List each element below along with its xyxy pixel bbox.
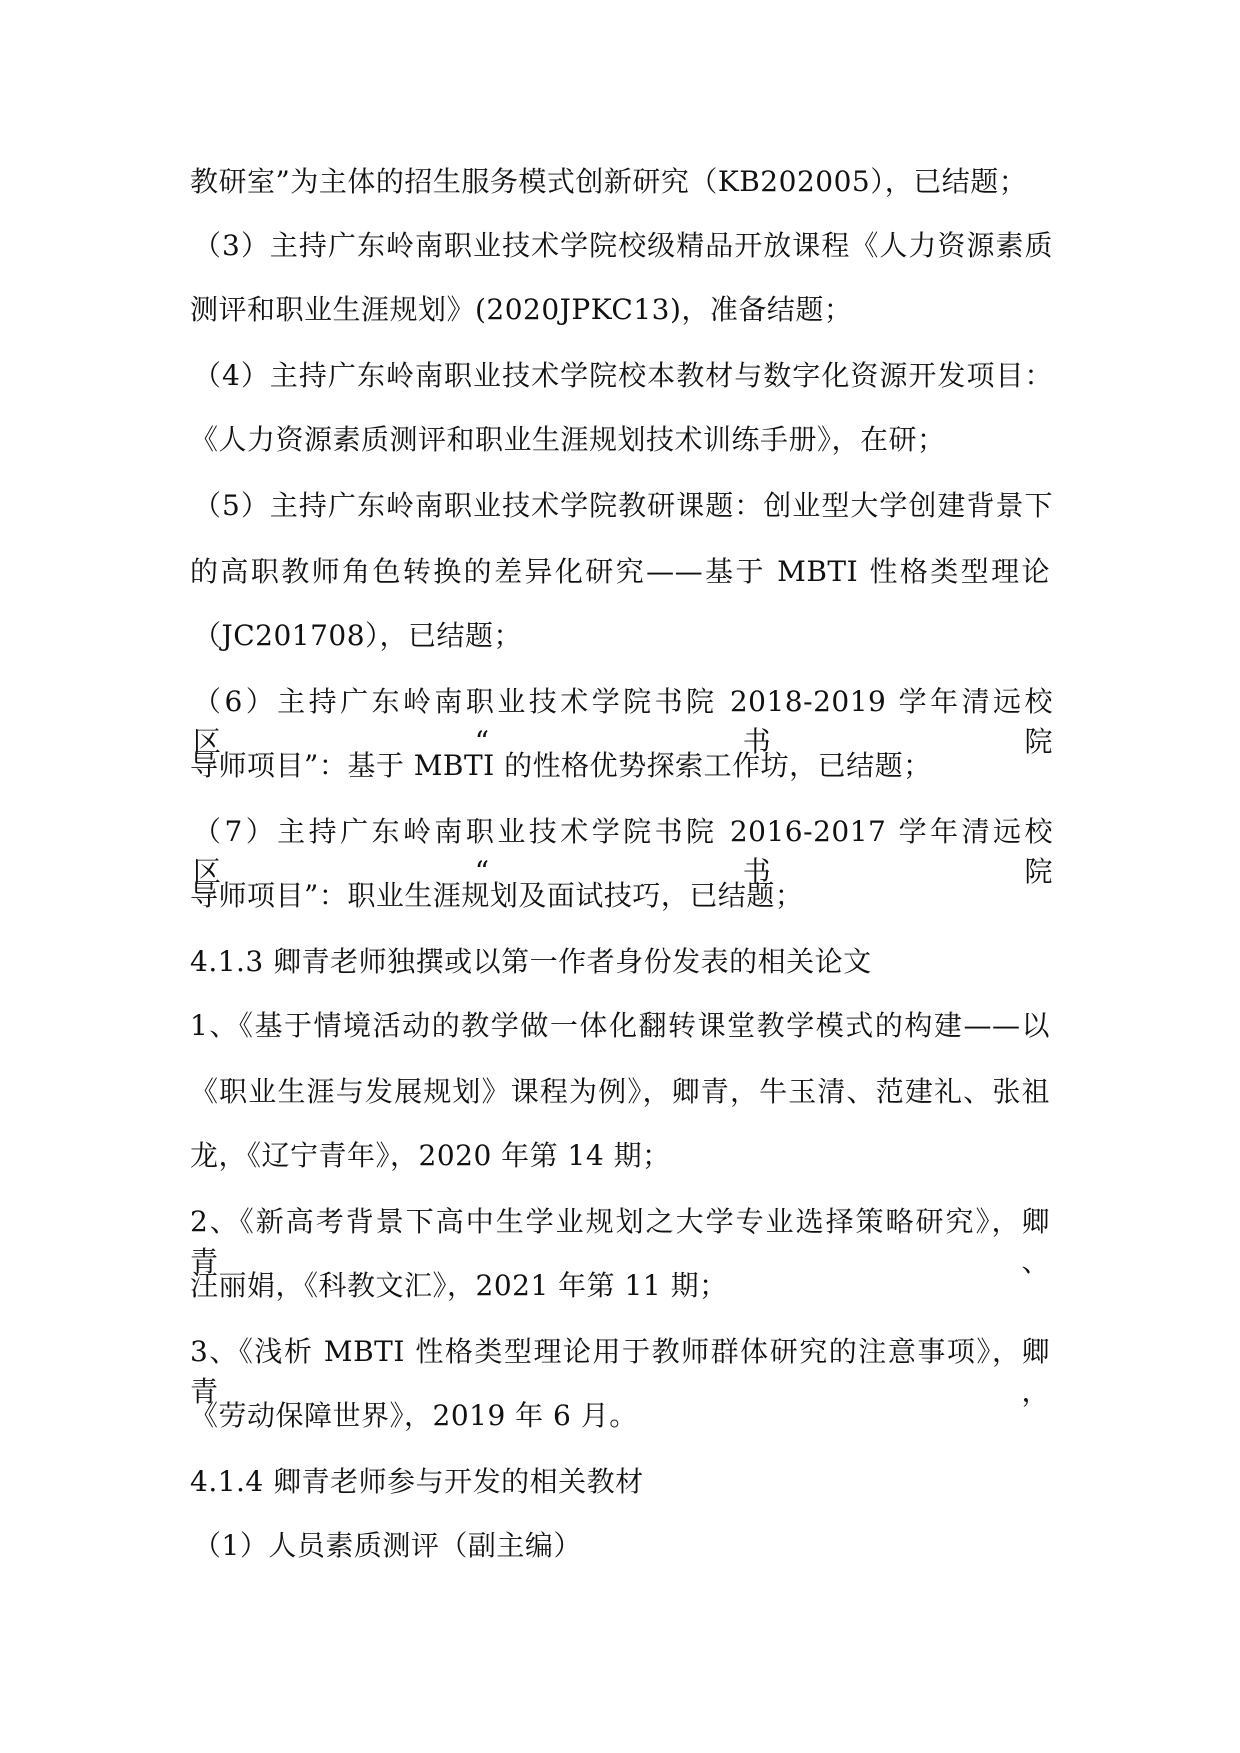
text-line-9: （6）主持广东岭南职业技术学院书院 2018-2019 学年清远校区“书院 — [193, 685, 1053, 758]
text-line-4: （4）主持广东岭南职业技术学院校本教材与数字化资源开发项目： — [193, 359, 1053, 392]
text-line-1: 教研室”为主体的招生服务模式创新研究（KB202005），已结题； — [190, 165, 1028, 198]
text-line-15: 《职业生涯与发展规划》课程为例》，卿青，牛玉清、范建礼、张祖 — [190, 1075, 1050, 1108]
text-line-7: 的高职教师角色转换的差异化研究——基于 MBTI 性格类型理论 — [190, 555, 1050, 588]
text-line-6: （5）主持广东岭南职业技术学院教研课题：创业型大学创建背景下 — [193, 489, 1053, 522]
text-line-18: 汪丽娟，《科教文汇》，2021 年第 11 期； — [190, 1269, 728, 1302]
section-heading-4-1-4: 4.1.4 卿青老师参与开发的相关教材 — [190, 1465, 644, 1498]
section-heading-4-1-3: 4.1.3 卿青老师独撰或以第一作者身份发表的相关论文 — [190, 945, 872, 978]
text-line-22: （1）人员素质测评（副主编） — [193, 1529, 582, 1562]
text-line-11: （7）主持广东岭南职业技术学院书院 2016-2017 学年清远校区“书院 — [193, 815, 1053, 888]
text-line-10: 导师项目”：基于 MBTI 的性格优势探索工作坊，已结题； — [190, 749, 932, 782]
text-line-8: （JC201708），已结题； — [193, 619, 523, 652]
text-line-14: 1、《基于情境活动的教学做一体化翻转课堂教学模式的构建——以 — [190, 1009, 1050, 1042]
text-line-17: 2、《新高考背景下高中生学业规划之大学专业选择策略研究》，卿青、 — [190, 1205, 1050, 1278]
text-line-3: 测评和职业生涯规划》(2020JPKC13)，准备结题； — [190, 293, 853, 326]
text-line-2: （3）主持广东岭南职业技术学院校级精品开放课程《人力资源素质 — [193, 229, 1053, 262]
text-line-5: 《人力资源素质测评和职业生涯规划技术训练手册》，在研； — [190, 423, 946, 456]
text-line-12: 导师项目”：职业生涯规划及面试技巧，已结题； — [190, 879, 804, 912]
text-line-19: 3、《浅析 MBTI 性格类型理论用于教师群体研究的注意事项》，卿青， — [190, 1335, 1050, 1408]
text-line-20: 《劳动保障世界》，2019 年 6 月。 — [190, 1399, 638, 1432]
text-line-16: 龙，《辽宁青年》，2020 年第 14 期； — [190, 1139, 671, 1172]
